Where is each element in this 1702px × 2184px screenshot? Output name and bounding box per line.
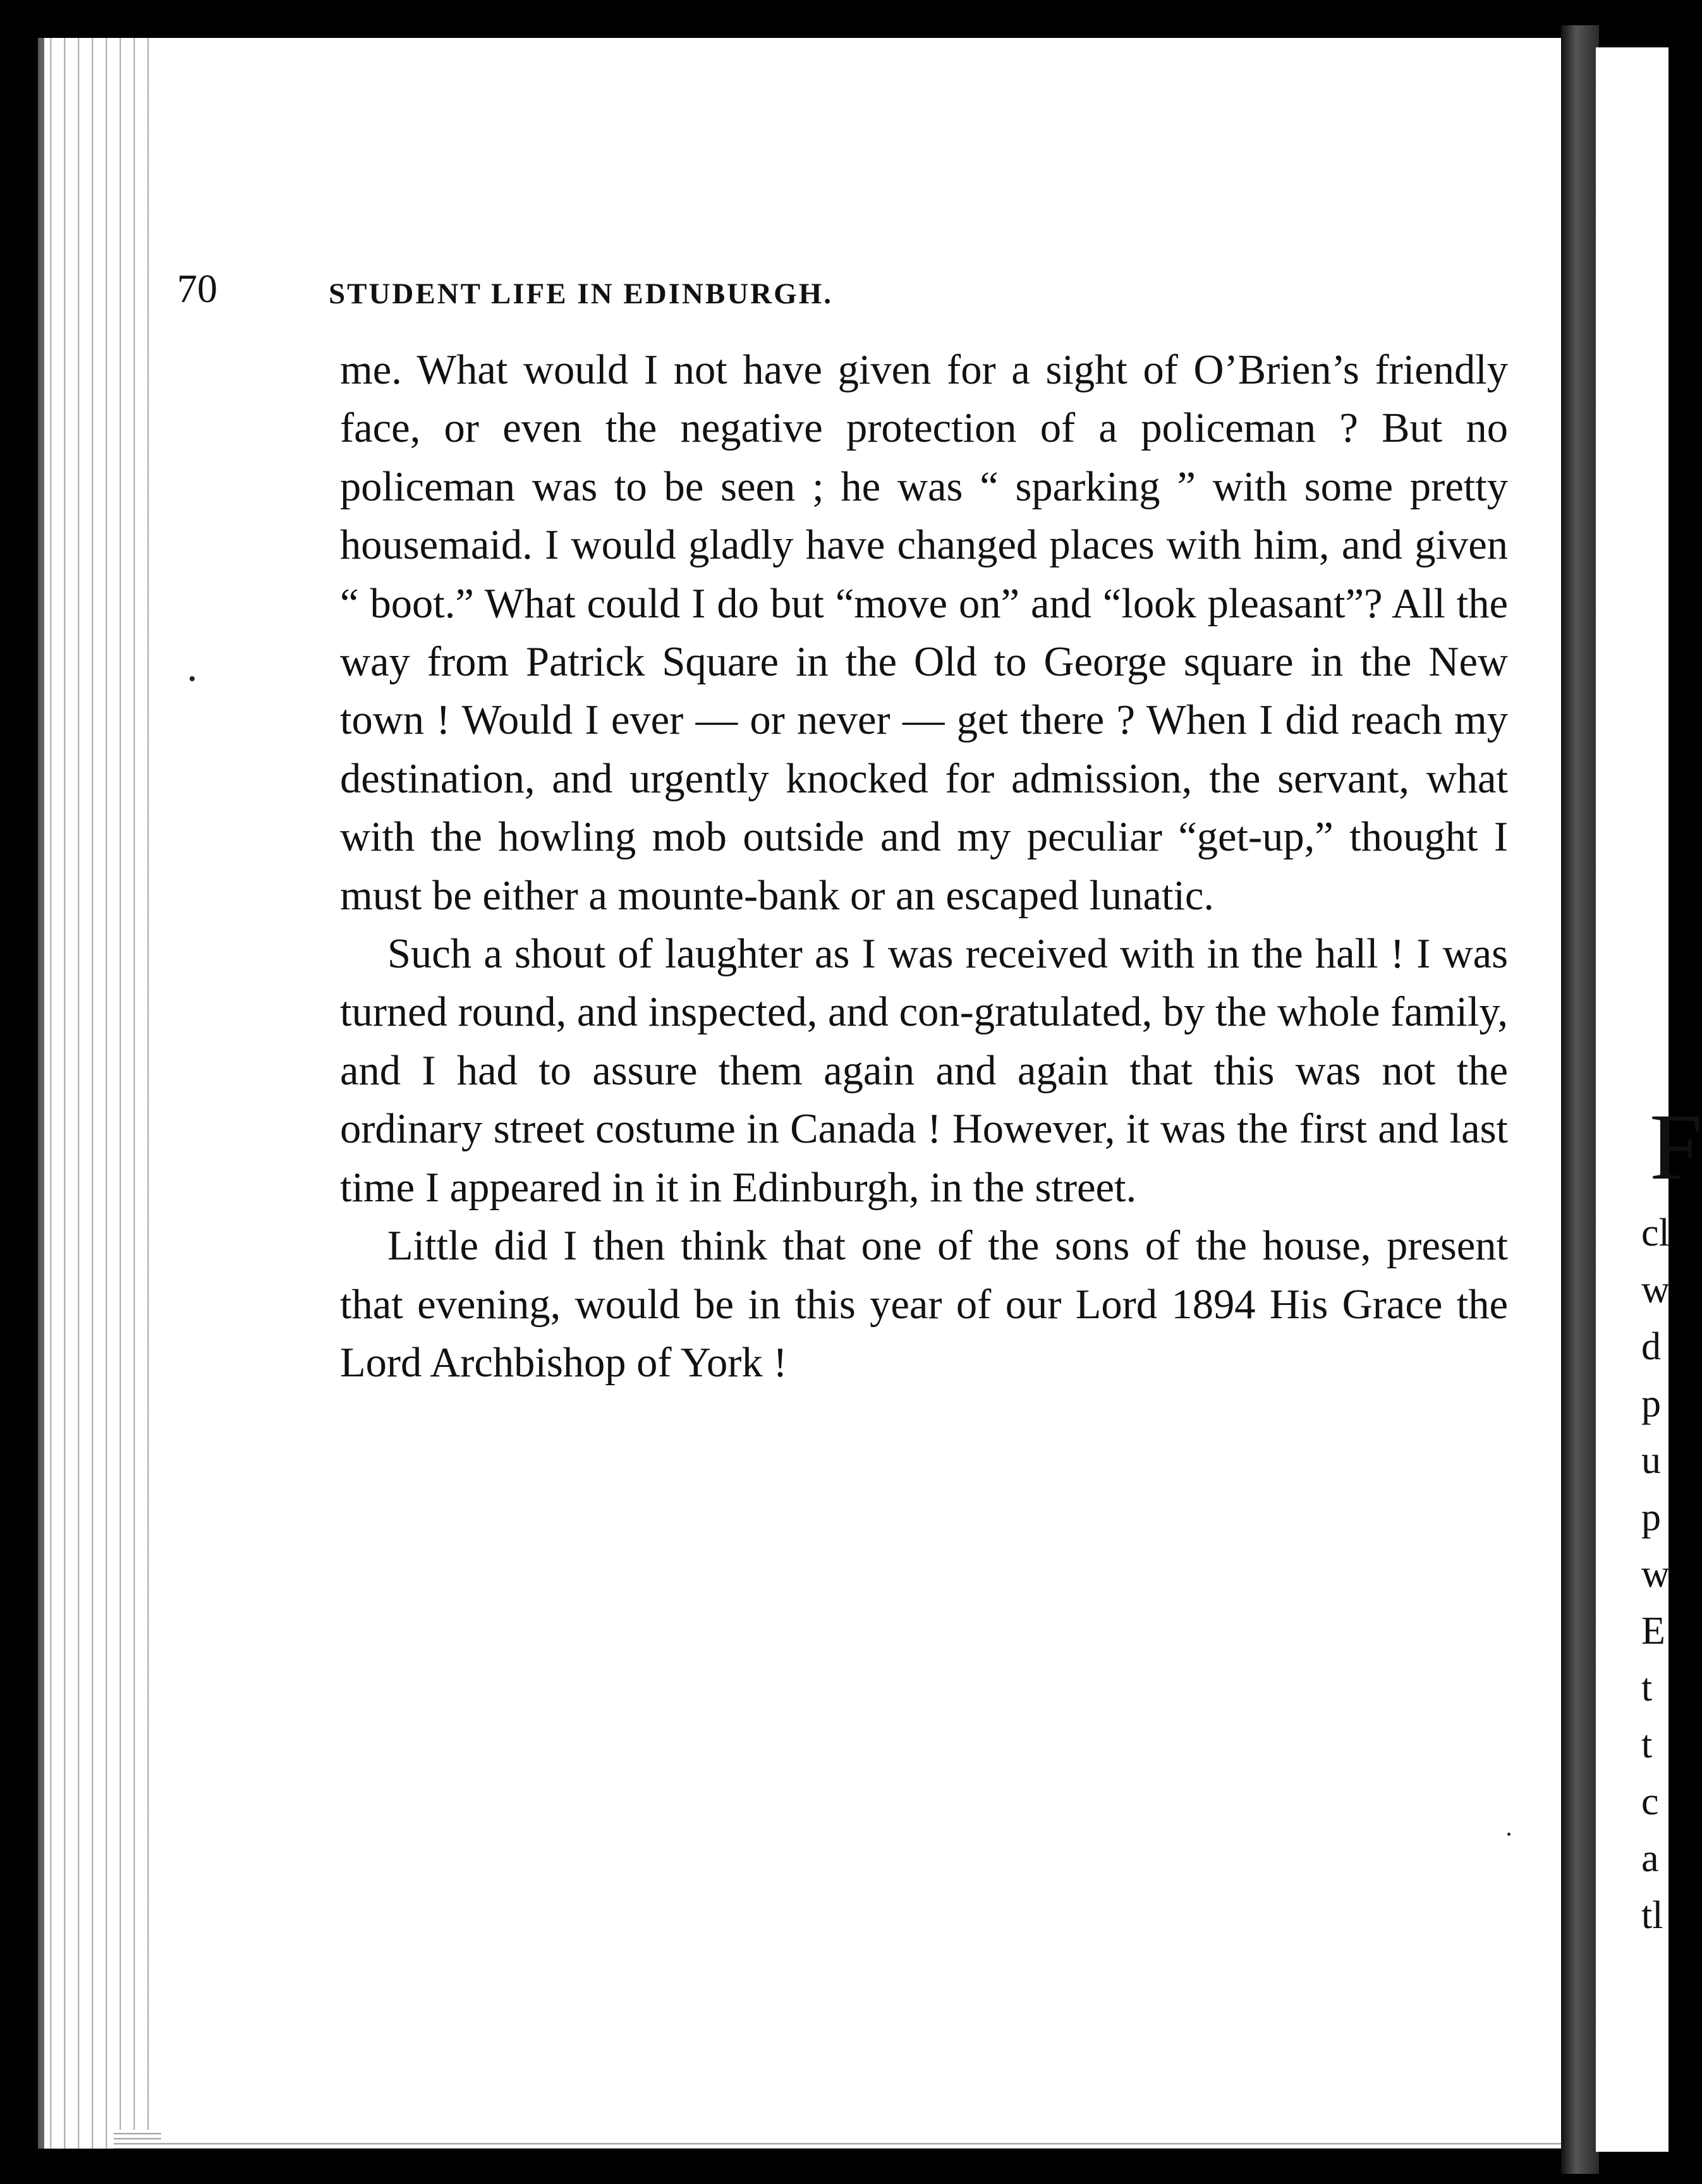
facing-line-fragment: cl <box>1641 1211 1670 1254</box>
binding-crease <box>1561 25 1599 2174</box>
facing-line-fragment: tl <box>1641 1894 1663 1937</box>
facing-line-fragment: t <box>1641 1723 1653 1766</box>
facing-line-fragment: w <box>1641 1553 1670 1596</box>
facing-line-fragment: E <box>1641 1610 1665 1653</box>
facing-line-fragment: t <box>1641 1666 1653 1709</box>
facing-line-fragment: c <box>1641 1780 1659 1823</box>
facing-page <box>1596 47 1702 2152</box>
facing-line-fragment: u <box>1641 1439 1661 1482</box>
body-text <box>340 341 1508 1392</box>
scan-speck <box>190 676 195 681</box>
scan-speck <box>1507 1833 1511 1836</box>
facing-line-fragment: w <box>1641 1268 1670 1311</box>
paragraph: Little did I then think that one of the sons of the house, present that evening, would be in this year of our Lord 1894 His Grace the Lord Archbishop of York ! <box>340 1223 1508 1386</box>
facing-line-fragment: a <box>1641 1837 1659 1880</box>
facing-line-fragment: p <box>1641 1382 1661 1425</box>
page-header <box>177 265 1264 316</box>
paragraph: me. What would I not have given for a sight of O’Brien’s friendly face, or even the negative protection of a policeman ? But no policeman was to be seen ; he was “ sparking ” with some pretty housemaid. I would gladly have changed places with him, and given “ boot.” What could I do but “move on” and “look pleasant”? All the way from Patrick Square in the Old to George square in the New town ! Would I ever — or never — get there ? When I did reach my destination, and urgently knocked for admission, the servant, what with the howling mob outside and my peculiar “get-up,” thought I must be either a mounte-bank or an escaped lunatic. <box>340 347 1508 919</box>
facing-line-fragment: p <box>1641 1496 1661 1539</box>
running-head: STUDENT LIFE IN EDINBURGH. <box>329 277 833 310</box>
paragraph: Such a shout of laughter as I was received with in the hall ! I was turned round, and inspected, and con-gratulated, by the whole family, and I had to assure them again and again that this was not the ordinary street costume in Canada ! However, it was the first and last time I appeared in it in Edinburgh, in the street. <box>340 931 1508 1211</box>
page-number: 70 <box>177 266 217 311</box>
facing-line-fragment: d <box>1641 1325 1661 1368</box>
facing-page-initial: F <box>1650 1095 1702 1199</box>
